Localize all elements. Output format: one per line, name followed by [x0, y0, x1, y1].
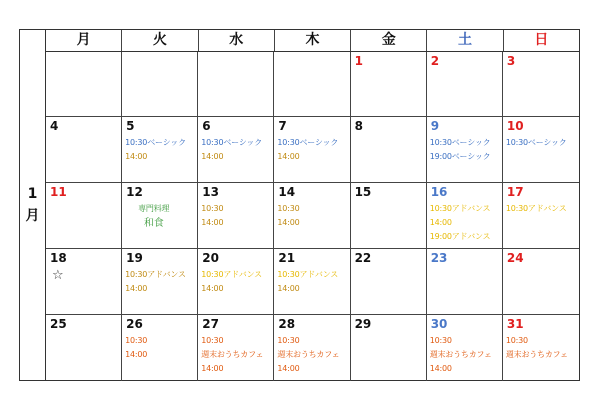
day-cell-31[interactable] — [503, 315, 579, 381]
event-label[interactable]: 10:30 — [277, 336, 300, 345]
day-number: 17 — [506, 185, 524, 199]
month-number: 1 — [27, 186, 38, 202]
event-label[interactable]: 週末おうちカフェ — [429, 350, 492, 359]
day-cell-27[interactable] — [198, 315, 274, 381]
event-label[interactable]: 10:30 — [505, 336, 528, 345]
event-label[interactable]: 14:00 — [125, 350, 148, 359]
event-label[interactable]: 和食 — [143, 218, 164, 229]
event-label[interactable]: 週末おうちカフェ — [277, 350, 340, 359]
day-cell-15[interactable] — [351, 183, 427, 249]
day-number: 1 — [354, 54, 363, 68]
weekday-header-wed: 水 — [199, 30, 275, 51]
event-label[interactable]: 14:00 — [125, 284, 148, 293]
month-kanji: 月 — [25, 208, 40, 224]
day-number: 15 — [354, 185, 372, 199]
event-label[interactable]: 19:00アドバンス — [429, 232, 491, 241]
day-cell-22[interactable] — [351, 249, 427, 315]
weekday-header-mon: 月 — [46, 30, 122, 51]
day-cell-7[interactable] — [274, 117, 350, 183]
day-number: 11 — [50, 185, 67, 199]
weekday-header-tue: 火 — [122, 30, 198, 51]
weekday-header-sat: 土 — [427, 30, 503, 51]
event-label[interactable]: 10:30 — [429, 336, 452, 345]
day-cell-25[interactable] — [46, 315, 122, 381]
day-cell-12[interactable] — [122, 183, 198, 249]
day-cell-empty[interactable] — [122, 52, 198, 117]
day-cell-17[interactable] — [503, 183, 579, 249]
day-number: 24 — [506, 251, 524, 265]
day-cell-26[interactable] — [122, 315, 198, 381]
event-label[interactable]: 10:30アドバンス — [505, 204, 567, 213]
day-cell-20[interactable] — [198, 249, 274, 315]
day-number: 13 — [202, 185, 219, 199]
day-number: 26 — [126, 317, 143, 331]
day-cell-13[interactable] — [198, 183, 274, 249]
event-label[interactable]: 週末おうちカフェ — [505, 350, 568, 359]
day-cell-24[interactable] — [503, 249, 579, 315]
event-label[interactable]: 10:30アドバンス — [277, 270, 339, 279]
weekday-header-fri: 金 — [351, 30, 427, 51]
day-number: 29 — [354, 317, 372, 331]
day-cell-11[interactable] — [46, 183, 122, 249]
day-cell-6[interactable] — [198, 117, 274, 183]
event-label[interactable]: 14:00 — [201, 364, 224, 373]
day-cell-1[interactable] — [351, 52, 427, 117]
day-cell-8[interactable] — [351, 117, 427, 183]
event-label[interactable]: 14:00 — [125, 152, 148, 161]
day-number: 8 — [354, 119, 363, 133]
day-cell-empty[interactable] — [198, 52, 274, 117]
day-number: 31 — [506, 317, 524, 331]
day-cell-14[interactable] — [274, 183, 350, 249]
day-number: 21 — [278, 251, 296, 265]
day-number: 16 — [430, 185, 448, 199]
month-label — [20, 30, 46, 380]
day-number: 22 — [354, 251, 372, 265]
event-label[interactable]: 10:30ベーシック — [201, 138, 263, 147]
event-label[interactable]: 10:30アドバンス — [429, 204, 491, 213]
day-cell-16[interactable] — [427, 183, 503, 249]
event-label[interactable]: 19:00ベーシック — [429, 152, 491, 161]
event-label[interactable]: 14:00 — [201, 218, 224, 227]
day-number: 10 — [506, 119, 524, 133]
event-label[interactable]: 14:00 — [429, 218, 452, 227]
day-number: 23 — [430, 251, 448, 265]
day-cell-18[interactable] — [46, 249, 122, 315]
event-label[interactable]: 10:30ベーシック — [277, 138, 339, 147]
day-cell-30[interactable] — [427, 315, 503, 381]
event-label[interactable]: 10:30ベーシック — [505, 138, 567, 147]
day-cell-empty[interactable] — [46, 52, 122, 117]
star-icon: ☆ — [52, 268, 64, 283]
day-cell-19[interactable] — [122, 249, 198, 315]
day-cell-5[interactable] — [122, 117, 198, 183]
event-label[interactable]: 10:30 — [201, 336, 224, 345]
weekday-header-sun: 日 — [534, 32, 549, 48]
day-number: 30 — [430, 317, 448, 331]
calendar — [19, 29, 580, 381]
event-label[interactable]: 14:00 — [201, 284, 224, 293]
event-label[interactable]: 専門料理 — [138, 204, 170, 213]
day-number: 25 — [50, 317, 67, 331]
event-label[interactable]: 14:00 — [277, 218, 300, 227]
event-label[interactable]: 14:00 — [429, 364, 452, 373]
day-number: 2 — [430, 54, 440, 68]
day-number: 4 — [50, 119, 59, 133]
day-cell-23[interactable] — [427, 249, 503, 315]
event-label[interactable]: 10:30アドバンス — [125, 270, 186, 279]
event-label[interactable]: 10:30ベーシック — [429, 138, 491, 147]
event-label[interactable]: 10:30ベーシック — [125, 138, 186, 147]
event-label[interactable]: 10:30 — [277, 204, 300, 213]
day-cell-2[interactable] — [427, 52, 503, 117]
day-cell-10[interactable] — [503, 117, 579, 183]
event-label[interactable]: 14:00 — [277, 364, 300, 373]
day-cell-21[interactable] — [274, 249, 350, 315]
day-cell-4[interactable] — [46, 117, 122, 183]
day-number: 14 — [278, 185, 296, 199]
weekday-header-thu: 木 — [275, 30, 351, 51]
day-number: 5 — [126, 119, 135, 133]
day-number: 18 — [50, 251, 67, 265]
event-label[interactable]: 14:00 — [277, 152, 300, 161]
day-number: 6 — [202, 119, 211, 133]
event-label[interactable]: 10:30 — [201, 204, 224, 213]
day-number: 20 — [202, 251, 219, 265]
day-number: 27 — [202, 317, 219, 331]
event-label[interactable]: 10:30アドバンス — [201, 270, 262, 279]
weekday-header-row — [46, 30, 579, 52]
day-cell-9[interactable] — [427, 117, 503, 183]
event-label[interactable]: 10:30 — [125, 336, 148, 345]
day-cell-empty[interactable] — [274, 52, 350, 117]
day-number: 28 — [278, 317, 296, 331]
day-cell-3[interactable] — [503, 52, 579, 117]
day-cell-28[interactable] — [274, 315, 350, 381]
day-number: 9 — [430, 119, 440, 133]
day-number: 12 — [126, 185, 143, 199]
event-label[interactable]: 週末おうちカフェ — [201, 350, 264, 359]
day-cell-29[interactable] — [351, 315, 427, 381]
day-number: 7 — [278, 119, 287, 133]
calendar-grid — [46, 52, 579, 380]
day-number: 3 — [506, 54, 516, 68]
event-label[interactable]: 14:00 — [201, 152, 224, 161]
day-number: 19 — [126, 251, 143, 265]
event-label[interactable]: 14:00 — [277, 284, 300, 293]
